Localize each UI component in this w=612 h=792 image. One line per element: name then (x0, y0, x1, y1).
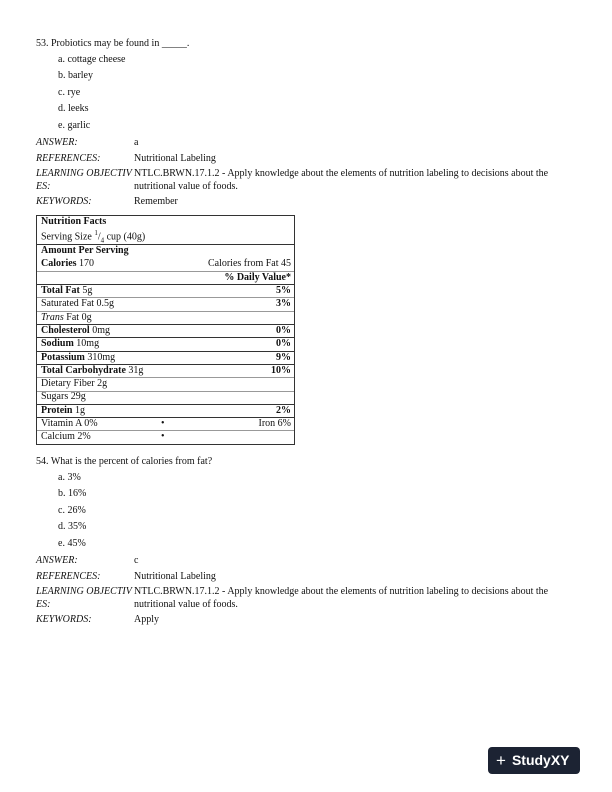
amount-per-serving-row (37, 244, 294, 257)
nutrient-daily-value: 0% (276, 324, 291, 336)
nutrient-amount: Fat 0g (63, 311, 92, 323)
nutrient-name: Cholesterol (41, 324, 90, 336)
meta-key-learning-objectives: LEARNING OBJECTIVES: (36, 168, 132, 192)
meta-value-keywords: Remember (134, 196, 178, 207)
nutrient-row-total-carbohydrate (37, 364, 294, 377)
meta-key-references: REFERENCES: (36, 152, 101, 164)
nutrient-amount: 1g (72, 404, 85, 416)
serving-size-suffix: cup (40g) (104, 231, 146, 243)
calories-row (37, 258, 294, 271)
nutrient-amount: 31g (125, 364, 144, 376)
meta-value-answer: a (134, 137, 139, 148)
daily-value-header: % Daily Value* (224, 271, 291, 283)
question-meta (36, 554, 581, 629)
meta-value-learning-objectives: NTLC.BRWN.17.1.2 - Apply knowledge about the elements of nutrition labeling to decisions about the nutritional value of foods. (134, 168, 549, 192)
meta-value-references: Nutritional Labeling (134, 570, 216, 582)
answer-option: b. 16% (58, 488, 87, 499)
meta-key-answer: ANSWER: (36, 555, 78, 566)
nutrient-row-sugars (37, 391, 294, 404)
answer-option: a. 3% (58, 471, 81, 483)
answer-option: d. leeks (58, 103, 89, 114)
nutrient-name: Dietary Fiber 2g (41, 378, 108, 390)
nutrient-daily-value: 2% (276, 404, 291, 416)
nutrient-name: Trans (41, 311, 64, 323)
answer-option: b. barley (58, 70, 93, 81)
meta-key-keywords: KEYWORDS: (36, 614, 92, 625)
meta-key-learning-objectives: LEARNING OBJECTIVES: (36, 586, 132, 610)
meta-key-keywords: KEYWORDS: (36, 196, 92, 207)
studyxy-badge[interactable] (488, 747, 580, 774)
nutrient-daily-value: 0% (276, 338, 291, 350)
nutrient-amount: 0mg (89, 324, 110, 336)
nutrient-row-dietary-fiber (37, 377, 294, 390)
meta-value-learning-objectives: NTLC.BRWN.17.1.2 - Apply knowledge about the elements of nutrition labeling to decisions about the nutritional value of foods. (134, 586, 549, 610)
nutrient-amount: 5g (79, 285, 93, 297)
meta-value-references: Nutritional Labeling (134, 152, 216, 164)
meta-key-answer: ANSWER: (36, 137, 78, 148)
nutrient-row-saturated-fat (37, 297, 294, 310)
nutrient-amount: 310mg (84, 351, 116, 363)
serving-size-label: Serving Size (41, 231, 95, 243)
serving-size-denominator: 4 (100, 236, 105, 245)
nutrient-row-potassium (37, 351, 294, 364)
answer-option: c. 26% (58, 504, 86, 516)
vitamin-a: Vitamin A 0% (41, 418, 98, 430)
meta-key-references: REFERENCES: (36, 570, 101, 582)
nutrient-row-trans-fat (37, 311, 294, 324)
bullet-separator: • (161, 418, 165, 430)
nutrient-amount: 10mg (73, 338, 100, 350)
answer-option: e. garlic (58, 119, 91, 131)
answer-option: d. 35% (58, 521, 87, 532)
answer-option: a. cottage cheese (58, 53, 126, 65)
iron: Iron 6% (258, 418, 291, 430)
nutrient-name: Saturated Fat 0.5g (41, 298, 115, 310)
nutrient-name: Total Fat (41, 285, 80, 297)
nutrient-name: Sodium (41, 338, 74, 350)
calories-from-fat: Calories from Fat 45 (207, 257, 291, 269)
nutrient-daily-value: 5% (276, 285, 291, 297)
nutrient-row-sodium (37, 337, 294, 350)
question-53 (36, 38, 581, 211)
question-54 (36, 456, 581, 629)
answer-option: e. 45% (58, 537, 86, 549)
nutrient-name: Total Carbohydrate (41, 364, 126, 376)
amount-per-serving: Amount Per Serving (41, 245, 129, 257)
calcium: Calcium 2% (41, 431, 91, 443)
nutrition-facts-table (36, 215, 295, 445)
nutrient-name: Sugars 29g (41, 391, 86, 403)
nutrition-title-row (37, 216, 294, 229)
meta-value-keywords: Apply (134, 614, 159, 625)
nutrient-daily-value: 10% (271, 364, 291, 376)
plus-icon: + (496, 751, 506, 770)
nutrient-row-cholesterol (37, 324, 294, 337)
answer-option: c. rye (58, 86, 81, 98)
nutrient-name: Potassium (41, 351, 85, 363)
serving-size-row: Serving Size $^1/_4$ cup (40g) (41, 228, 146, 245)
question-meta (36, 136, 581, 211)
serving-size-numerator: 1 (94, 228, 98, 237)
nutrient-row-protein (37, 404, 294, 417)
studyxy-logo-text: StudyXY (511, 751, 570, 768)
nutrient-daily-value: 9% (276, 351, 291, 363)
bullet-separator: • (161, 431, 165, 443)
vitamin-iron-row (37, 417, 294, 430)
nutrient-name: Protein (41, 404, 73, 416)
question-stem: 54. What is the percent of calories from fat? (36, 456, 213, 467)
nutrient-row-total-fat (37, 284, 294, 297)
question-stem: 53. Probiotics may be found in _____. (36, 38, 190, 49)
calories-value: 170 (76, 257, 95, 269)
nutrient-daily-value: 3% (276, 298, 291, 310)
nutrition-title: Nutrition Facts (41, 216, 107, 228)
meta-value-answer: c (134, 555, 139, 566)
calories-label: Calories (41, 257, 77, 269)
daily-value-header-row (37, 271, 294, 284)
calcium-row (37, 430, 294, 443)
